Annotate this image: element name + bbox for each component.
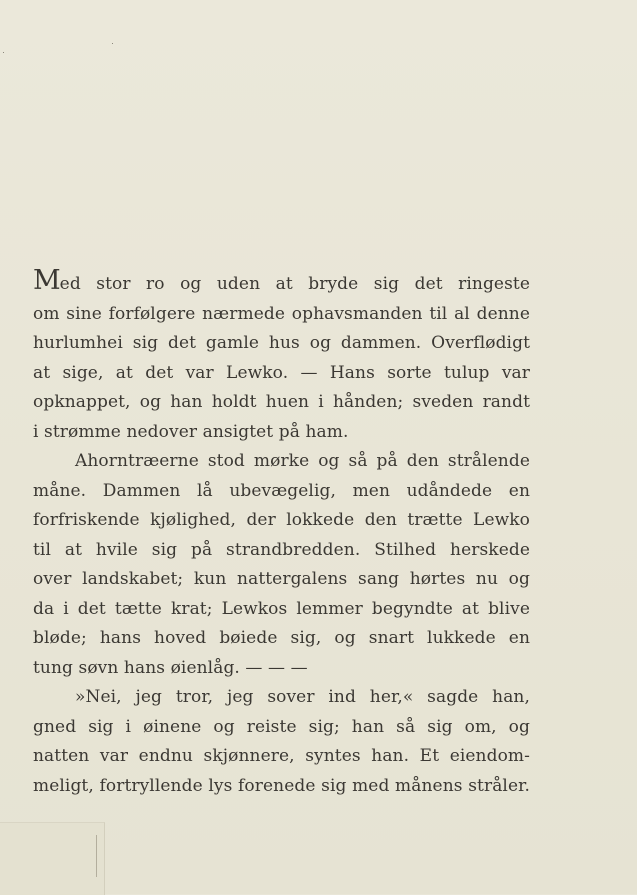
ink-speck xyxy=(112,43,113,44)
text-line: da i det tætte krat; Lewkos lemmer begyndte at blive xyxy=(33,598,530,619)
text-line: at sige, at det var Lewko. — Hans sorte tulup var xyxy=(33,362,530,383)
ink-speck xyxy=(3,52,4,53)
text-line: meligt, fortryllende lys forenede sig med månens stråler. xyxy=(33,775,530,796)
text-line: natten var endnu skjønnere, syntes han. Et eiendom- xyxy=(33,746,530,766)
text-line: til at hvile sig på strandbredden. Stilhed herskede xyxy=(33,539,530,560)
text-line: »Nei, jeg tror, jeg sover ind her,« sagde han, xyxy=(75,687,530,707)
text-line: Ahorntræerne stod mørke og så på den strålende xyxy=(75,451,530,471)
text-line: over landskabet; kun nattergalens sang hørtes nu og xyxy=(33,569,530,589)
text-line: om sine forfølgere nærmede ophavsmanden til al denne xyxy=(33,303,530,324)
text-line: forfriskende kjølighed, der lokkede den trætte Lewko xyxy=(33,510,530,530)
paper-fold-line xyxy=(96,835,97,877)
paper-clip-edge xyxy=(0,822,105,895)
text-line: tung søvn hans øienlåg. — — — xyxy=(33,657,308,678)
body-text xyxy=(33,265,530,801)
text-line: opknappet, og han holdt huen i hånden; sveden randt xyxy=(33,392,530,412)
drop-cap: M xyxy=(33,265,60,296)
text-line: bløde; hans hoved bøiede sig, og snart lukkede en xyxy=(33,628,530,648)
text-line: hurlumhei sig det gamle hus og dammen. Overflødigt xyxy=(33,333,530,353)
text-line: Med stor ro og uden at bryde sig det ringeste xyxy=(33,265,530,296)
text-line: i strømme nedover ansigtet på ham. xyxy=(33,421,349,442)
text-line: måne. Dammen lå ubevægelig, men udåndede en xyxy=(33,480,530,501)
text-line: gned sig i øinene og reiste sig; han så sig om, og xyxy=(33,716,530,737)
